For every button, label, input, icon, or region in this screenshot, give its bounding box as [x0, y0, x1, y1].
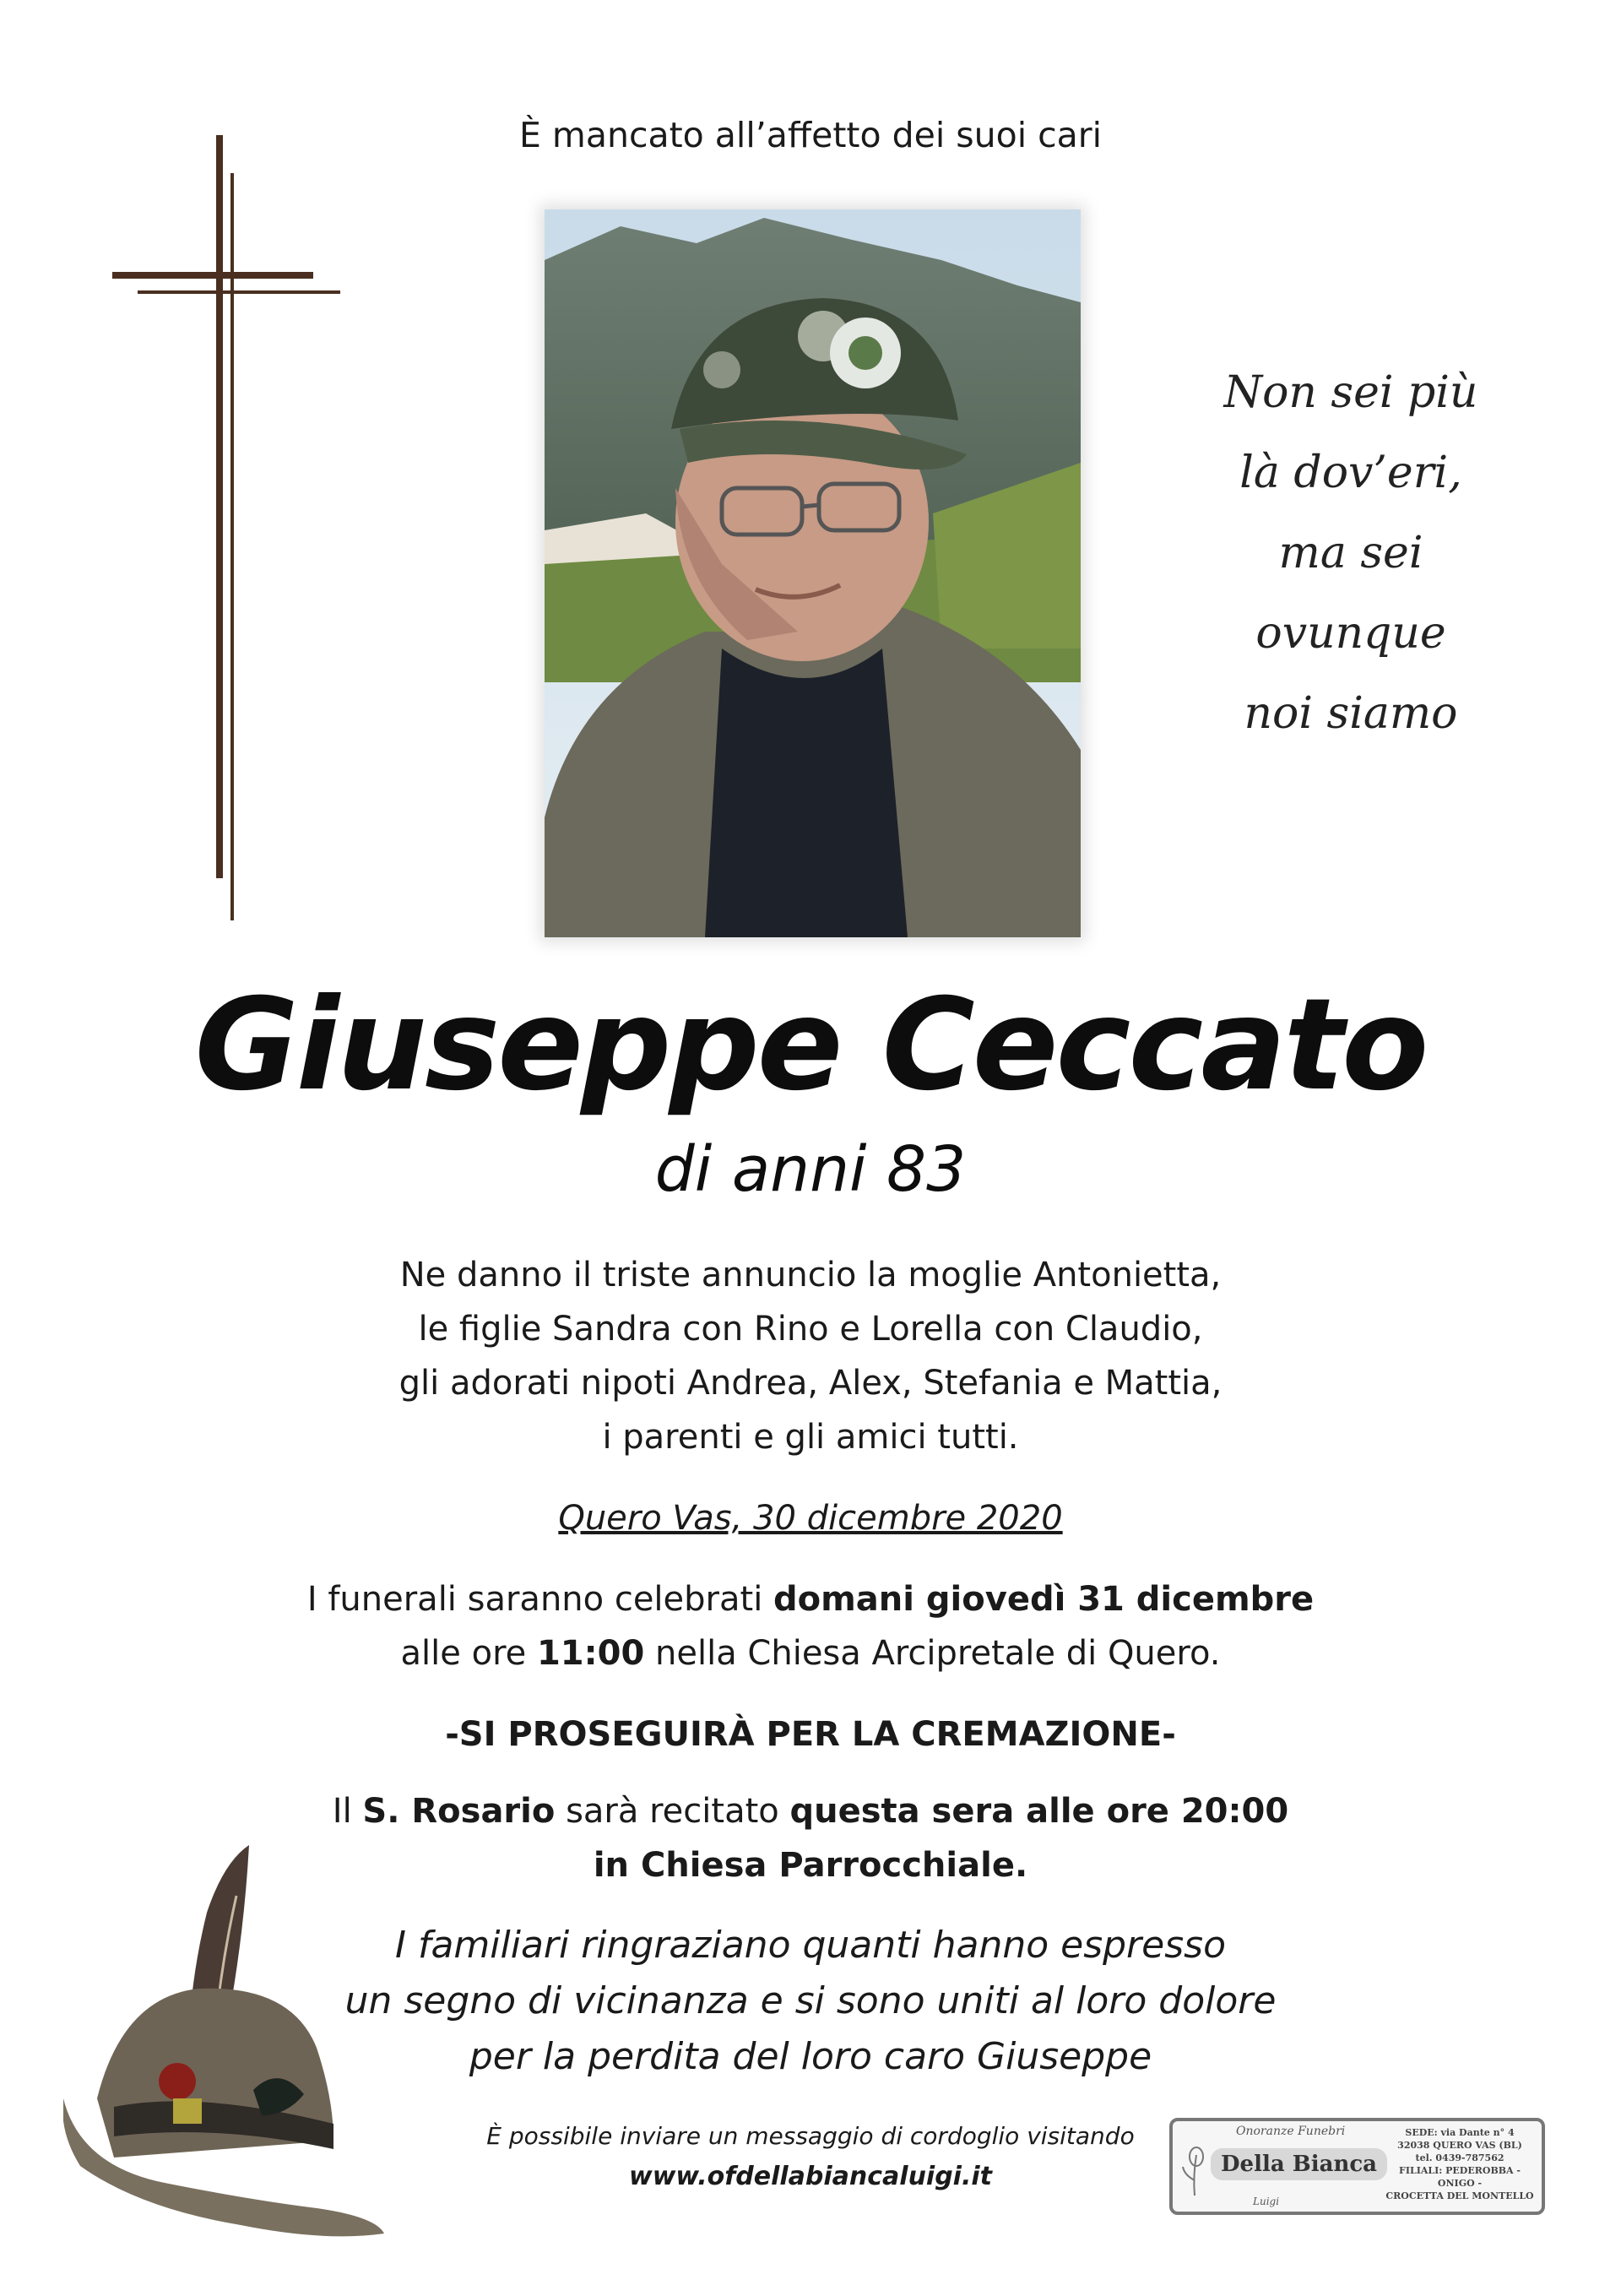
logo-brand: Della Bianca — [1211, 2148, 1387, 2180]
deceased-name: Giuseppe Ceccato — [194, 972, 1427, 1119]
place-date: Quero Vas, 30 dicembre 2020 — [558, 1499, 1063, 1538]
rosary-time: questa sera alle ore 20:00 — [789, 1792, 1289, 1831]
logo-info-line: tel. 0439-787562 — [1415, 2152, 1504, 2163]
poem — [1182, 353, 1520, 754]
portrait-illustration — [545, 209, 1081, 937]
rosary-title: S. Rosario — [362, 1792, 556, 1831]
logo-info-line: SEDE: via Dante n° 4 — [1405, 2127, 1515, 2138]
logo-info — [1380, 2126, 1540, 2202]
funeral-home-logo — [1169, 2118, 1545, 2215]
funeral-text: I funerali saranno celebrati — [306, 1580, 774, 1619]
logo-bottom-text: Luigi — [1253, 2196, 1280, 2207]
deceased-age: di anni 83 — [654, 1133, 967, 1206]
flower-icon — [1178, 2147, 1212, 2197]
announcement-line: le figlie Sandra con Rino e Lorella con Claudio, — [418, 1310, 1203, 1349]
logo-info-line: CROCETTA DEL MONTELLO — [1385, 2190, 1534, 2201]
funeral-date: domani giovedì 31 dicembre — [773, 1580, 1315, 1619]
thanks-line: per la perdita del loro caro Giuseppe — [469, 2035, 1152, 2078]
deceased-photo — [545, 209, 1081, 937]
funeral-place: nella Chiesa Arcipretale di Quero. — [644, 1634, 1221, 1673]
intro-text: È mancato all’affetto dei suoi cari — [518, 115, 1103, 155]
condolence-message: È possibile inviare un messaggio di cordoglio visitando — [486, 2122, 1135, 2150]
poem-line: noi siamo — [1244, 688, 1458, 739]
logo-top-text: Onoranze Funebri — [1236, 2125, 1346, 2138]
logo-info-line: 32038 QUERO VAS (BL) — [1397, 2140, 1522, 2151]
website-link[interactable]: www.ofdellabiancaluigi.it — [628, 2162, 992, 2191]
logo-info-line: FILIALI: PEDEROBBA - ONIGO - — [1399, 2165, 1521, 2189]
thanks-line: un segno di vicinanza e si sono uniti al loro dolore — [344, 1979, 1277, 2022]
rosary-text: sarà recitato — [555, 1792, 790, 1831]
funeral-info — [0, 1572, 1621, 1680]
announcement-line: Ne danno il triste annuncio la moglie Antonietta, — [399, 1256, 1222, 1295]
poem-line: ovunque — [1255, 608, 1446, 659]
funeral-time: 11:00 — [536, 1634, 645, 1673]
rosary-text: Il — [332, 1792, 363, 1831]
announcement — [0, 1248, 1621, 1464]
thanks-line: I familiari ringraziano quanti hanno espresso — [395, 1924, 1226, 1967]
announcement-line: i parenti e gli amici tutti. — [602, 1418, 1019, 1457]
poem-line: là dov’eri, — [1239, 448, 1462, 498]
rosary-place: in Chiesa Parrocchiale. — [593, 1846, 1028, 1885]
poem-line: Non sei più — [1223, 367, 1478, 418]
funeral-text: alle ore — [400, 1634, 537, 1673]
announcement-line: gli adorati nipoti Andrea, Alex, Stefania e Mattia, — [398, 1364, 1223, 1403]
poem-line: ma sei — [1278, 528, 1423, 578]
cremation-notice: -SI PROSEGUIRÀ PER LA CREMAZIONE- — [445, 1715, 1176, 1754]
